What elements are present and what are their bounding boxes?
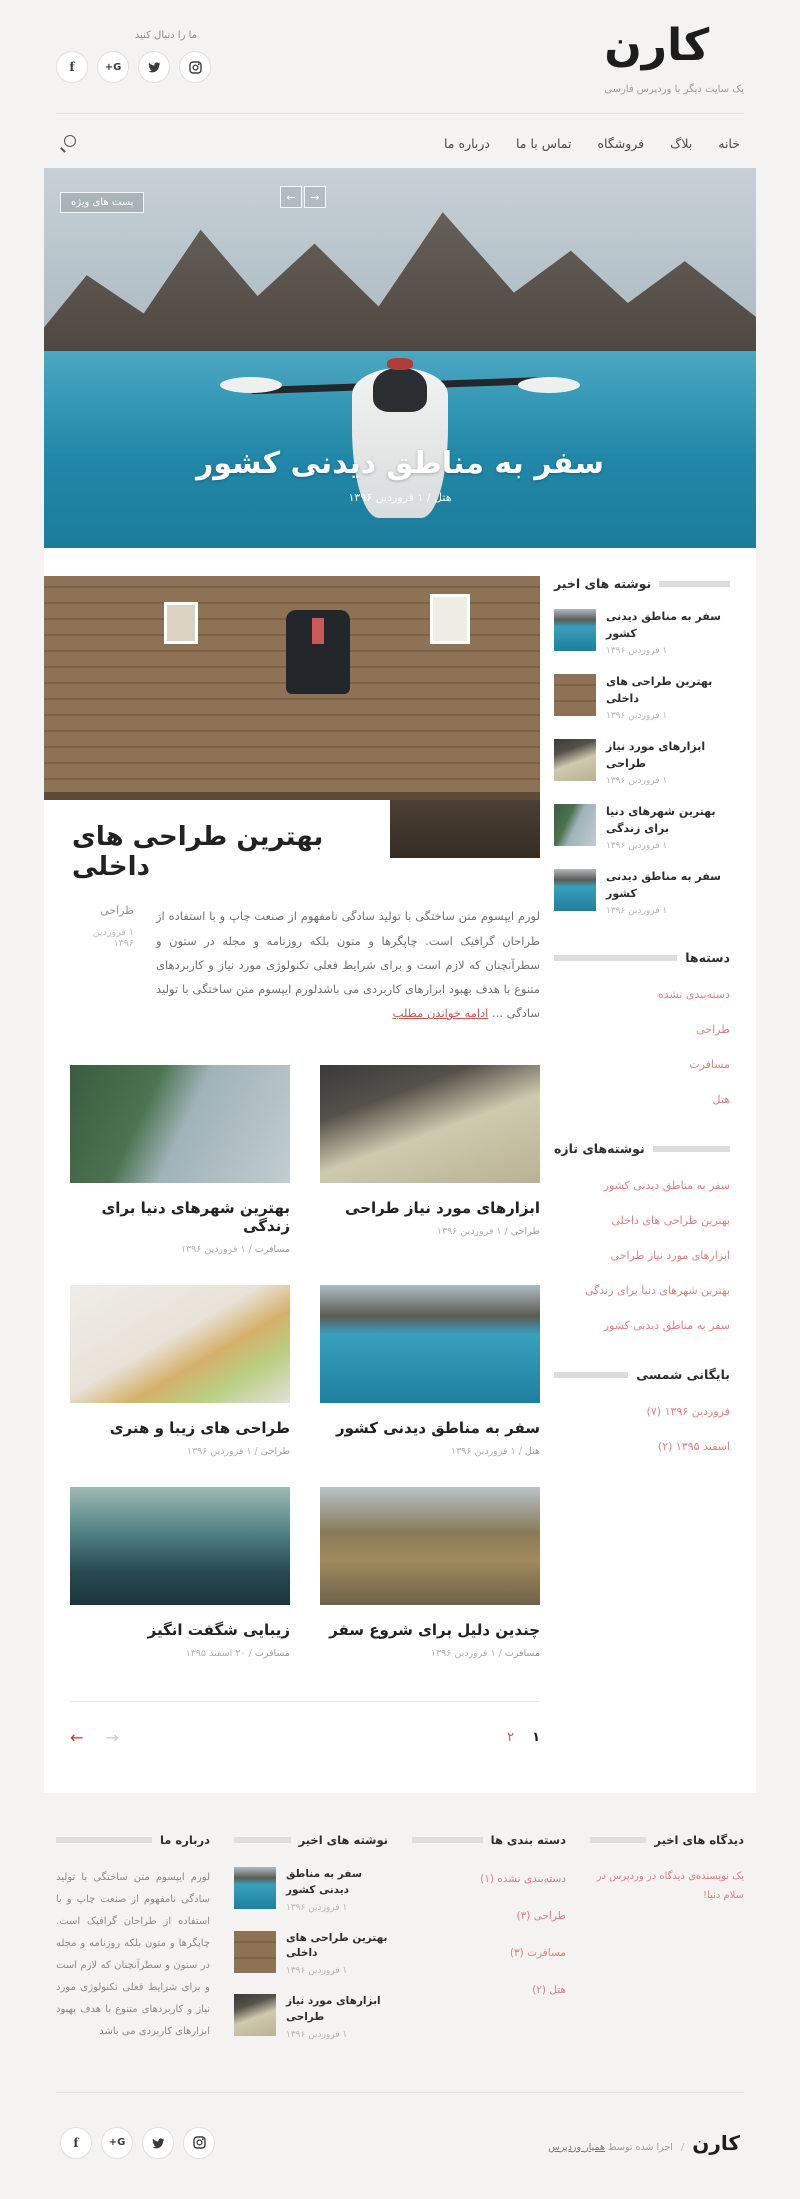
list-item (554, 1244, 730, 1263)
post-title[interactable]: چندین دلیل برای شروع سفر (329, 1621, 540, 1640)
post-link[interactable]: سفر به مناطق دیدنی کشور (286, 1868, 363, 1896)
featured-post (44, 576, 540, 1025)
list-item (554, 1279, 730, 1298)
search-handle (60, 147, 66, 153)
featured-slider (44, 168, 756, 548)
featured-post-excerpt (156, 904, 540, 1025)
meta-separator: / (251, 1446, 261, 1458)
read-more-link[interactable]: ادامه خواندن مطلب (392, 1005, 489, 1020)
list-item[interactable] (554, 739, 730, 786)
category-link[interactable]: هتل (712, 1093, 730, 1107)
post-thumbnail (70, 1285, 290, 1403)
post-card[interactable] (320, 1487, 540, 1659)
post-thumbnail (320, 1487, 540, 1605)
category-link[interactable]: هتل (۲) (532, 1984, 566, 1997)
follow-label: ما را دنبال کنید (134, 30, 197, 41)
facebook-icon[interactable]: f (60, 2127, 92, 2159)
post-date: ۱ فروردین ۱۳۹۶ (436, 1226, 502, 1238)
widget-title-text: نوشته های اخیر (298, 1833, 388, 1848)
post-title[interactable]: زیبایی شگفت انگیز (147, 1621, 290, 1640)
nav-menu (444, 136, 740, 151)
list-item[interactable] (554, 609, 730, 656)
post-date: ۱ فروردین ۱۳۹۶ (286, 1902, 348, 1913)
category-link[interactable]: طراحی (100, 904, 134, 918)
title-bar (590, 1837, 646, 1843)
post-thumbnail (554, 869, 596, 911)
posts-grid (44, 1065, 540, 1659)
list-item[interactable] (554, 869, 730, 916)
post-card[interactable] (70, 1065, 290, 1255)
credit-link[interactable]: همیار وردپرس (548, 2141, 605, 2153)
widget-title-text: نوشته‌های تازه (554, 1141, 645, 1157)
post-date: ۲۰ اسفند ۱۳۹۵ (185, 1648, 246, 1660)
post-meta (70, 1446, 290, 1457)
page-link-2[interactable]: ۲ (507, 1730, 515, 1746)
footer-about (56, 1833, 210, 2058)
widget-fresh-posts (554, 1141, 730, 1333)
facebook-icon[interactable]: f (56, 51, 88, 83)
list-item (554, 1174, 730, 1193)
archive-link[interactable]: فروردین ۱۳۹۶ (۷) (646, 1405, 730, 1419)
category-link[interactable]: طراحی (510, 1226, 540, 1238)
post-date: ۱ فروردین ۱۳۹۶ (606, 776, 668, 787)
post-link[interactable]: بهترین شهرهای دنیا برای زندگی (606, 805, 716, 835)
category-link[interactable]: مسافرت (254, 1648, 290, 1660)
post-link[interactable]: سفر به مناطق دیدنی کشور (603, 1319, 730, 1333)
hero-person (373, 368, 427, 412)
featured-posts-badge: پست های ویژه (60, 192, 144, 213)
footer-categories (412, 1833, 566, 2058)
post-date: ۱ فروردین ۱۳۹۶ (286, 2029, 348, 2040)
post-link[interactable]: ابزارهای مورد نیاز طراحی (610, 1249, 730, 1263)
category-link[interactable]: طراحی (260, 1446, 290, 1458)
featured-title-box (44, 800, 390, 888)
post-date: ۱ فروردین ۱۳۹۶ (180, 1244, 246, 1256)
post-link[interactable]: سفر به مناطق دیدنی کشور (606, 610, 721, 640)
post-thumbnail (234, 1867, 276, 1909)
post-date: ۱ فروردین ۱۳۹۶ (606, 841, 668, 852)
post-link[interactable]: بهترین طراحی های داخلی (606, 675, 713, 705)
site-title[interactable]: کارن (692, 2130, 740, 2155)
widget-categories (554, 950, 730, 1107)
list-item (412, 1978, 566, 1997)
post-link[interactable]: سفر به مناطق دیدنی کشور (603, 1179, 730, 1193)
post-title[interactable]: سفر به مناطق دیدنی کشور (335, 1419, 540, 1438)
meta-separator: / (245, 1648, 255, 1660)
post-date: ۱ فروردین ۱۳۹۶ (430, 1648, 496, 1660)
credit-prefix: اجرا شده توسط (604, 2141, 673, 2153)
archive-link[interactable]: اسفند ۱۳۹۵ (۲) (657, 1440, 730, 1454)
instagram-icon[interactable] (179, 51, 211, 83)
post-link[interactable]: بهترین طراحی های داخلی (286, 1931, 388, 1960)
pagination-prev-icon[interactable]: → (105, 1728, 119, 1748)
pagination-arrows (70, 1728, 119, 1747)
title-bar (412, 1837, 483, 1843)
widget-title (554, 1367, 730, 1382)
widget-title (554, 576, 730, 591)
follow-block (56, 22, 211, 83)
widget-title-text: درباره ما (159, 1833, 210, 1848)
title-bar (234, 1837, 291, 1843)
hero-post-title[interactable]: سفر به مناطق دیدنی کشور (195, 446, 605, 482)
hero-caption (44, 446, 756, 504)
widget-title-text: دسته‌ها (685, 950, 730, 966)
wall-frame (164, 602, 198, 644)
category-link[interactable]: مسافرت (۳) (509, 1947, 566, 1960)
list-item (554, 1435, 730, 1454)
post-thumbnail (554, 739, 596, 781)
post-meta (320, 1226, 540, 1237)
category-link[interactable]: مسافرت (689, 1058, 730, 1072)
title-bar (659, 581, 730, 587)
list-item (412, 1867, 566, 1886)
list-item (554, 1209, 730, 1228)
widget-title-text: دیدگاه های اخیر (654, 1833, 744, 1848)
social-links (56, 51, 211, 83)
post-thumbnail (70, 1487, 290, 1605)
post-thumbnail (234, 1994, 276, 2036)
post-title[interactable]: ابزارهای مورد نیاز طراحی (345, 1199, 540, 1218)
search-lens (64, 135, 76, 147)
slider-arrows (280, 186, 326, 208)
post-date: ۱ فروردین ۱۳۹۶ (606, 906, 668, 917)
site-tagline: یک سایت دیگر با وردپرس فارسی (604, 84, 744, 96)
widget-title-text: بایگانی شمسی (636, 1367, 730, 1383)
hanging-jacket (286, 610, 350, 694)
google-plus-icon[interactable]: G+ (101, 2127, 133, 2159)
pagination (70, 1701, 540, 1747)
post-meta (320, 1648, 540, 1659)
post-thumbnail (234, 1931, 276, 1973)
credit-separator: / (680, 2141, 685, 2153)
list-item (554, 1400, 730, 1419)
content-area (44, 548, 756, 1747)
title-bar (56, 1837, 152, 1843)
post-card[interactable] (320, 1065, 540, 1255)
meta-separator: / (495, 1648, 505, 1660)
widget-title (554, 950, 730, 965)
post-thumbnail (70, 1065, 290, 1183)
post-thumbnail (554, 674, 596, 716)
post-thumbnail (554, 804, 596, 846)
twitter-icon[interactable] (142, 2127, 174, 2159)
post-thumbnail (320, 1065, 540, 1183)
post-link[interactable]: سفر به مناطق دیدنی کشور (606, 870, 721, 900)
widget-title-text: دسته بندی ها (490, 1833, 566, 1848)
excerpt-text: لورم ایپسوم متن ساختگی با تولید سادگی نامفهوم از صنعت چاپ و با استفاده از طراحان گرافیک است. چاپگرها و متون بلکه روزنامه و مجله در ستون و سطرآنچنان که لازم است و برای شرایط فعلی تکنولوژی مورد نیاز و کاربردهای متنوع با هدف بهبود ابزارهای کاربردی می باشدلورم ایپسوم متن ساختگی با تولید سادگی ... (156, 909, 540, 1020)
sidebar (554, 576, 730, 1747)
meta-separator: / (515, 1446, 525, 1458)
post-meta (70, 1244, 290, 1255)
slider-prev-icon[interactable]: → (304, 186, 326, 208)
post-date: ۱ فروردین ۱۳۹۶ (92, 927, 134, 950)
post-date: ۱ فروردین ۱۳۹۶ (186, 1446, 252, 1458)
main-column (44, 576, 540, 1747)
post-meta (320, 1446, 540, 1457)
list-item[interactable] (554, 674, 730, 721)
post-meta (70, 1648, 290, 1659)
bottom-bar (56, 2092, 744, 2199)
nav-item-blog[interactable]: بلاگ (670, 135, 693, 151)
title-bar (554, 1372, 628, 1378)
category-link[interactable]: دسته‌بندی نشده (۱) (480, 1873, 566, 1886)
nav-item-contact[interactable]: تماس با ما (515, 135, 572, 151)
hero-bandana (387, 358, 413, 370)
category-link[interactable]: مسافرت (504, 1648, 540, 1660)
wall-frame (430, 594, 470, 644)
post-date: ۱ فروردین ۱۳۹۶ (286, 1966, 348, 1977)
page-current: ۱ (532, 1730, 540, 1746)
post-link[interactable]: ابزارهای مورد نیاز طراحی (286, 1995, 381, 2023)
list-item (554, 1314, 730, 1333)
list-item (554, 1018, 730, 1037)
content-card (44, 168, 756, 1793)
post-link[interactable]: ابزارهای مورد نیاز طراحی (606, 740, 706, 770)
list-item (412, 1941, 566, 1960)
post-title[interactable]: بهترین شهرهای دنیا برای زندگی (101, 1199, 290, 1236)
slider-next-icon[interactable]: ← (280, 186, 302, 208)
list-item[interactable] (234, 1931, 388, 1977)
main-nav (56, 113, 744, 168)
list-item (554, 1088, 730, 1107)
hero-post-meta: هتل / ۱ فروردین ۱۳۹۶ (348, 491, 452, 505)
meta-separator: / (245, 1244, 255, 1256)
site-identity (604, 22, 744, 95)
post-card[interactable] (70, 1285, 290, 1457)
list-item[interactable] (554, 804, 730, 851)
widget-archive (554, 1367, 730, 1454)
nav-item-about[interactable]: درباره ما (444, 135, 490, 151)
post-title[interactable]: طراحی های زیبا و هنری (109, 1419, 290, 1438)
post-thumbnail (320, 1285, 540, 1403)
about-text: لورم ایپسوم متن ساختگی با تولید سادگی نامفهوم از صنعت چاپ و با استفاده از طراحان گرافیک است. چاپگرها و متون بلکه روزنامه و مجله در ستون و سطرآنچنان که لازم است و برای شرایط فعلی تکنولوژی مورد نیاز و کاربردهای متنوع با هدف بهبود ابزارهای کاربردی می باشد (56, 1872, 210, 2038)
paddle-blade-right (518, 377, 580, 393)
list-item (554, 983, 730, 1002)
post-card[interactable] (70, 1487, 290, 1659)
featured-post-meta (70, 904, 134, 1025)
category-link[interactable]: مسافرت (254, 1244, 290, 1256)
category-link[interactable]: دسته‌بندی نشده (657, 988, 730, 1002)
post-link[interactable]: بهترین طراحی های داخلی (611, 1214, 730, 1228)
credit-text (548, 2142, 673, 2153)
site-header (0, 0, 800, 95)
widget-title-text: نوشته های اخیر (554, 576, 652, 592)
category-link[interactable]: طراحی (۳) (516, 1910, 566, 1923)
post-card[interactable] (320, 1285, 540, 1457)
pagination-next-icon[interactable]: ← (70, 1728, 84, 1748)
footer-recent-comments (590, 1833, 744, 2058)
widget-title (56, 1833, 210, 1847)
featured-post-title[interactable]: بهترین طراحی های داخلی (72, 822, 324, 883)
google-plus-icon[interactable]: G+ (97, 51, 129, 83)
widget-recent-posts (554, 576, 730, 916)
list-item (412, 1904, 566, 1923)
title-bar (554, 955, 677, 961)
category-link[interactable]: هتل (524, 1446, 540, 1458)
meta-separator: / (501, 1226, 511, 1238)
list-item (554, 1053, 730, 1072)
featured-post-body (44, 904, 540, 1025)
category-link[interactable]: طراحی (696, 1023, 730, 1037)
post-date: ۱ فروردین ۱۳۹۶ (606, 711, 668, 722)
list-item[interactable] (234, 1994, 388, 2040)
post-date: ۱ فروردین ۱۳۹۶ (606, 646, 668, 657)
footer (0, 1793, 800, 2058)
twitter-icon[interactable] (138, 51, 170, 83)
nav-item-shop[interactable]: فروشگاه (597, 135, 645, 151)
footer-recent-posts (234, 1833, 388, 2058)
widget-title (234, 1833, 388, 1847)
post-thumbnail (554, 609, 596, 651)
widget-title (554, 1141, 730, 1156)
post-link[interactable]: بهترین شهرهای دنیا برای زندگی (584, 1284, 730, 1298)
instagram-icon[interactable] (183, 2127, 215, 2159)
title-bar (653, 1146, 730, 1152)
widget-title (590, 1833, 744, 1847)
page-numbers (507, 1730, 540, 1745)
site-credit (548, 2131, 740, 2155)
recent-comment-link[interactable]: یک نویسنده‌ی دیدگاه در وردپرس در سلام دنیا! (596, 1871, 744, 1902)
post-date: ۱ فروردین ۱۳۹۶ (451, 1446, 516, 1458)
widget-title (412, 1833, 566, 1847)
search-icon[interactable] (60, 134, 78, 152)
footer-social-links (60, 2127, 215, 2159)
nav-item-home[interactable]: خانه (718, 135, 740, 151)
list-item[interactable] (234, 1867, 388, 1913)
paddle-blade-left (220, 377, 282, 393)
shelf (44, 792, 540, 800)
site-title[interactable]: کارن (604, 20, 710, 71)
